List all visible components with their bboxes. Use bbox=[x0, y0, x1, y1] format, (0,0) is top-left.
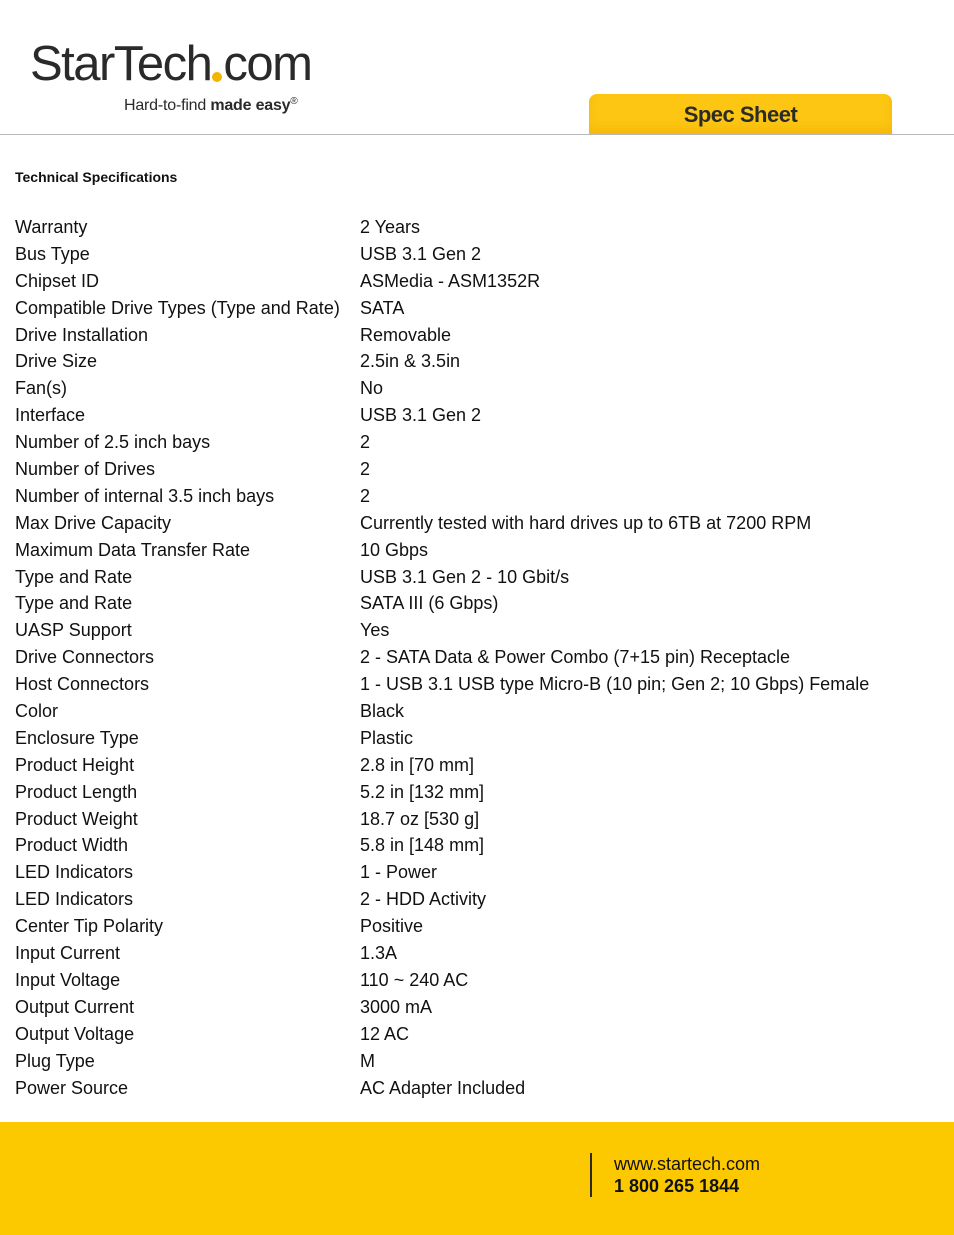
page-footer bbox=[0, 1122, 954, 1235]
spec-label: Max Drive Capacity bbox=[15, 512, 172, 533]
spec-value: 3000 mA bbox=[360, 996, 433, 1017]
spec-row bbox=[15, 322, 935, 349]
spec-row bbox=[15, 348, 935, 375]
spec-row bbox=[15, 483, 935, 510]
spec-row bbox=[15, 913, 935, 940]
spec-row bbox=[15, 402, 935, 429]
spec-row bbox=[15, 429, 935, 456]
spec-label: Enclosure Type bbox=[15, 727, 139, 748]
spec-value: 1 - Power bbox=[360, 862, 438, 883]
logo-tagline bbox=[124, 96, 298, 115]
spec-label: Maximum Data Transfer Rate bbox=[15, 539, 251, 560]
spec-sheet-label: Spec Sheet bbox=[683, 102, 798, 127]
spec-row bbox=[15, 1021, 935, 1048]
spec-value: Plastic bbox=[360, 727, 414, 748]
spec-label: Compatible Drive Types (Type and Rate) bbox=[15, 297, 340, 318]
spec-label: Output Current bbox=[15, 996, 135, 1017]
tagline-regular: Hard-to-find bbox=[124, 97, 211, 114]
spec-value: M bbox=[360, 1050, 375, 1071]
spec-row bbox=[15, 671, 935, 698]
spec-label: Host Connectors bbox=[15, 674, 150, 695]
startech-logo bbox=[30, 36, 330, 126]
spec-label: Product Width bbox=[15, 835, 129, 856]
spec-value: 110 ~ 240 AC bbox=[360, 969, 469, 990]
spec-value: Black bbox=[360, 701, 405, 722]
spec-label: Product Weight bbox=[15, 808, 138, 829]
spec-label: LED Indicators bbox=[15, 889, 134, 910]
spec-sheet-tab bbox=[589, 94, 892, 134]
spec-value: Removable bbox=[360, 324, 452, 345]
section-title: Technical Specifications bbox=[15, 169, 178, 185]
spec-value: AC Adapter Included bbox=[360, 1077, 526, 1098]
spec-label: Input Voltage bbox=[15, 969, 121, 990]
spec-value: USB 3.1 Gen 2 bbox=[360, 243, 482, 264]
spec-row bbox=[15, 1048, 935, 1075]
spec-label: Output Voltage bbox=[15, 1023, 135, 1044]
spec-label: Drive Installation bbox=[15, 324, 149, 345]
logo-wordmark-end: com bbox=[223, 37, 312, 91]
spec-label: Number of 2.5 inch bays bbox=[15, 432, 211, 453]
spec-row bbox=[15, 375, 935, 402]
spec-row bbox=[15, 644, 935, 671]
spec-value: No bbox=[360, 378, 384, 399]
spec-row bbox=[15, 967, 935, 994]
spec-label: Number of internal 3.5 inch bays bbox=[15, 485, 275, 506]
spec-row bbox=[15, 859, 935, 886]
footer-website-link[interactable]: www.startech.com bbox=[614, 1154, 761, 1174]
spec-label: Drive Size bbox=[15, 351, 98, 372]
spec-value: 2 Years bbox=[360, 217, 421, 237]
spec-label: Bus Type bbox=[15, 243, 90, 264]
spec-value: 5.2 in [132 mm] bbox=[360, 781, 485, 802]
spec-label: Drive Connectors bbox=[15, 647, 155, 668]
spec-value: USB 3.1 Gen 2 - 10 Gbit/s bbox=[360, 566, 570, 587]
spec-value: 2 bbox=[360, 459, 371, 480]
spec-row bbox=[15, 617, 935, 644]
spec-row bbox=[15, 510, 935, 537]
spec-label: Type and Rate bbox=[15, 566, 133, 587]
spec-label: Color bbox=[15, 701, 59, 722]
footer-phone-number: 1 800 265 1844 bbox=[614, 1176, 740, 1196]
spec-row bbox=[15, 725, 935, 752]
spec-row bbox=[15, 295, 935, 322]
spec-label: UASP Support bbox=[15, 620, 132, 641]
spec-label: Type and Rate bbox=[15, 593, 133, 614]
spec-label: Input Current bbox=[15, 943, 121, 964]
spec-value: ASMedia - ASM1352R bbox=[360, 270, 541, 291]
spec-label: Power Source bbox=[15, 1077, 129, 1098]
logo-wordmark-start: StarTech bbox=[30, 37, 212, 91]
spec-value: 5.8 in [148 mm] bbox=[360, 835, 485, 856]
footer-divider bbox=[590, 1153, 592, 1197]
spec-label: Plug Type bbox=[15, 1050, 95, 1071]
spec-value: Currently tested with hard drives up to 6TB at 7200 RPM bbox=[360, 512, 812, 533]
spec-row bbox=[15, 537, 935, 564]
spec-row bbox=[15, 564, 935, 591]
spec-value: 2 bbox=[360, 432, 371, 453]
spec-label: Number of Drives bbox=[15, 459, 156, 480]
spec-label: Chipset ID bbox=[15, 270, 100, 291]
spec-label: Product Height bbox=[15, 754, 135, 775]
spec-row bbox=[15, 940, 935, 967]
spec-value: 1.3A bbox=[360, 943, 398, 964]
spec-label: Product Length bbox=[15, 781, 138, 802]
spec-row bbox=[15, 241, 935, 268]
spec-value: 2.8 in [70 mm] bbox=[360, 754, 475, 775]
spec-row bbox=[15, 214, 935, 241]
spec-value: 12 AC bbox=[360, 1023, 410, 1044]
spec-value: SATA III (6 Gbps) bbox=[360, 593, 499, 614]
spec-value: 2 bbox=[360, 485, 371, 506]
spec-row bbox=[15, 456, 935, 483]
spec-row bbox=[15, 832, 935, 859]
spec-value: 18.7 oz [530 g] bbox=[360, 808, 480, 829]
spec-value: 10 Gbps bbox=[360, 539, 429, 560]
spec-value: USB 3.1 Gen 2 bbox=[360, 405, 482, 426]
spec-value: Yes bbox=[360, 620, 390, 641]
tagline-bold: made easy bbox=[210, 97, 291, 114]
spec-value: 2 - HDD Activity bbox=[360, 889, 487, 910]
spec-row bbox=[15, 886, 935, 913]
spec-label: Warranty bbox=[15, 217, 88, 237]
spec-value: 1 - USB 3.1 USB type Micro-B (10 pin; Gen 2; 10 Gbps) Female bbox=[360, 674, 870, 695]
spec-label: Center Tip Polarity bbox=[15, 916, 164, 937]
tagline-registered-mark: ® bbox=[290, 96, 298, 107]
spec-row bbox=[15, 698, 935, 725]
logo-dot-icon bbox=[212, 72, 222, 82]
spec-row bbox=[15, 779, 935, 806]
spec-label: Interface bbox=[15, 405, 86, 426]
spec-label: LED Indicators bbox=[15, 862, 134, 883]
logo-wordmark bbox=[30, 36, 311, 92]
spec-table bbox=[15, 214, 935, 1101]
spec-row bbox=[15, 268, 935, 295]
spec-row bbox=[15, 590, 935, 617]
spec-value: 2.5in & 3.5in bbox=[360, 351, 461, 372]
page-header bbox=[0, 0, 954, 135]
spec-label: Fan(s) bbox=[15, 378, 68, 399]
spec-value: Positive bbox=[360, 916, 424, 937]
spec-row bbox=[15, 806, 935, 833]
spec-value: 2 - SATA Data & Power Combo (7+15 pin) Receptacle bbox=[360, 647, 791, 668]
spec-row bbox=[15, 1075, 935, 1102]
spec-row bbox=[15, 752, 935, 779]
spec-row bbox=[15, 994, 935, 1021]
spec-value: SATA bbox=[360, 297, 405, 318]
